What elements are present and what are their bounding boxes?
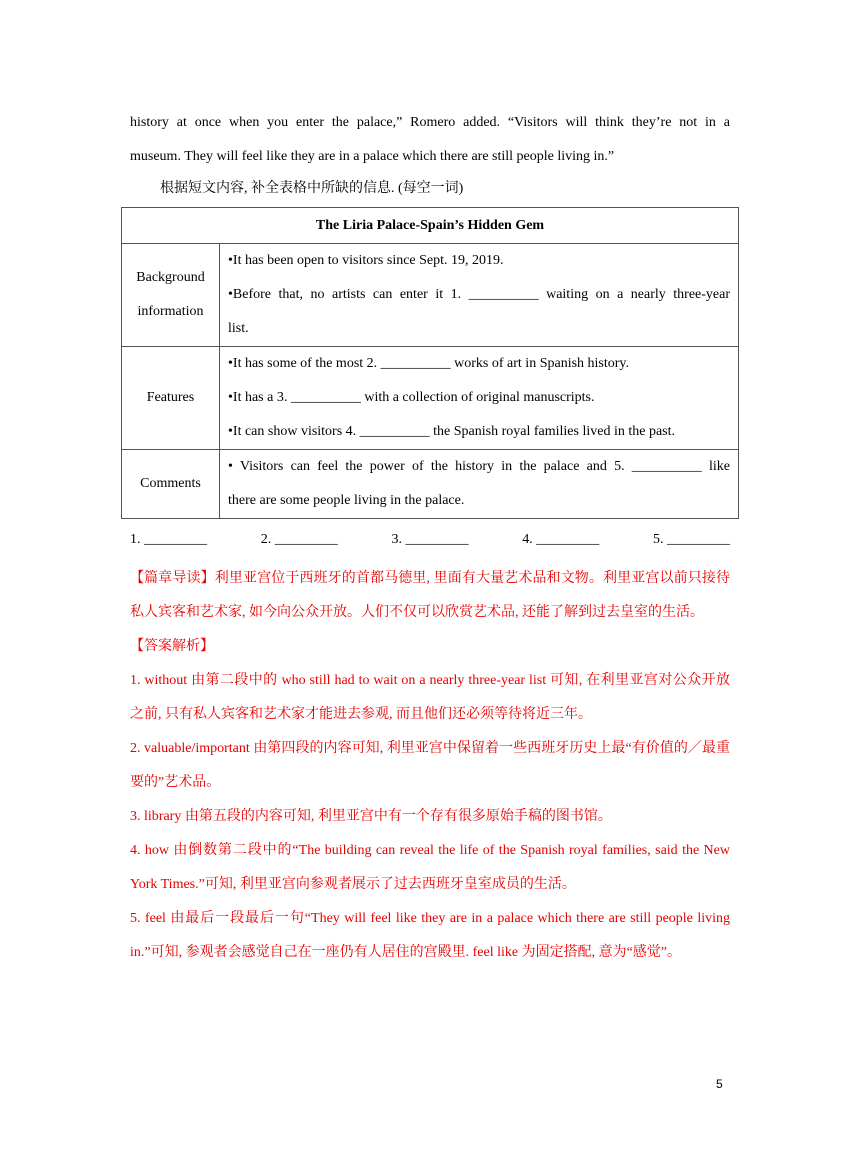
table-row	[122, 450, 739, 519]
table-line: list.	[228, 321, 249, 336]
passage-line: museum. They will feel like they are in a palace which there are still people living in.”	[130, 149, 615, 164]
answer-explanation: 3. library 由第五段的内容可知, 利里亚宫中有一个存有很多原始手稿的图书馆。	[130, 809, 612, 824]
answer-blank: 5. _________	[653, 532, 730, 547]
table-line: •Before that, no artists can enter it 1. __________ waiting on a nearly three-year	[228, 287, 730, 302]
guide-paragraph	[130, 562, 730, 630]
passage-line: history at once when you enter the palace,” Romero added. “Visitors will think they’re not in a	[130, 115, 730, 130]
answer-blank: 2. _________	[260, 532, 338, 547]
row-label: Background information	[122, 244, 220, 347]
answer-heading: 【答案解析】	[130, 639, 214, 654]
table-line: •It has been open to visitors since Sept. 19, 2019.	[228, 253, 504, 268]
table-line: •It can show visitors 4. __________ the Spanish royal families lived in the past.	[228, 424, 676, 439]
info-table	[121, 207, 739, 519]
answer-blanks	[130, 526, 730, 554]
table-line: • Visitors can feel the power of the history in the palace and 5. __________ like	[228, 459, 730, 474]
guide-text: 利里亚宫位于西班牙的首都马德里, 里面有大量艺术品和文物。利里亚宫以前只接待私人宾客和艺术家, 如今向公众开放。人们不仅可以欣赏艺术品, 还能了解到过去皇室的生活。	[130, 571, 731, 620]
table-row	[122, 347, 739, 450]
answer-explanation: 5. feel 由最后一段最后一句“They will feel like they are in a palace which there are still people living in.”可知, 参观者会感觉自己在一座仍有人居住的宫殿里. feel like 为固定搭配, 意为“感觉”。	[130, 911, 730, 960]
table-row	[122, 244, 739, 347]
guide-heading: 【篇章导读】	[130, 571, 215, 586]
answer-explanation: 4. how 由倒数第二段中的“The building can reveal the life of the Spanish royal families, said the New York Times.”可知, 利里亚宫向参观者展示了过去西班牙皇室成员的生活。	[130, 843, 730, 892]
row-label: Comments	[122, 450, 220, 519]
table-line: there are some people living in the palace.	[228, 493, 465, 508]
row-content	[220, 450, 739, 519]
table-line: •It has some of the most 2. __________ works of art in Spanish history.	[228, 356, 630, 371]
row-content	[220, 347, 739, 450]
passage-excerpt	[130, 106, 730, 174]
answer-blank: 4. _________	[522, 532, 600, 547]
answer-blank: 3. _________	[391, 532, 469, 547]
exercise-instruction: 根据短文内容, 补全表格中所缺的信息. (每空一词)	[160, 181, 464, 196]
page-number: 5	[716, 1077, 723, 1091]
answer-explanation: 2. valuable/important 由第四段的内容可知, 利里亚宫中保留着一些西班牙历史上最“有价值的／最重要的”艺术品。	[130, 741, 730, 790]
table-line: •It has a 3. __________ with a collection of original manuscripts.	[228, 390, 595, 405]
analysis-section	[130, 562, 730, 970]
row-label: Features	[122, 347, 220, 450]
table-title: The Liria Palace-Spain’s Hidden Gem	[122, 208, 739, 244]
answer-blank: 1. _________	[130, 532, 207, 547]
row-content	[220, 244, 739, 347]
answer-explanation: 1. without 由第二段中的 who still had to wait on a nearly three-year list 可知, 在利里亚宫对公众开放之前, 只有私人宾客和艺术家才能进去参观, 而且他们还必须等待将近三年。	[130, 673, 730, 722]
